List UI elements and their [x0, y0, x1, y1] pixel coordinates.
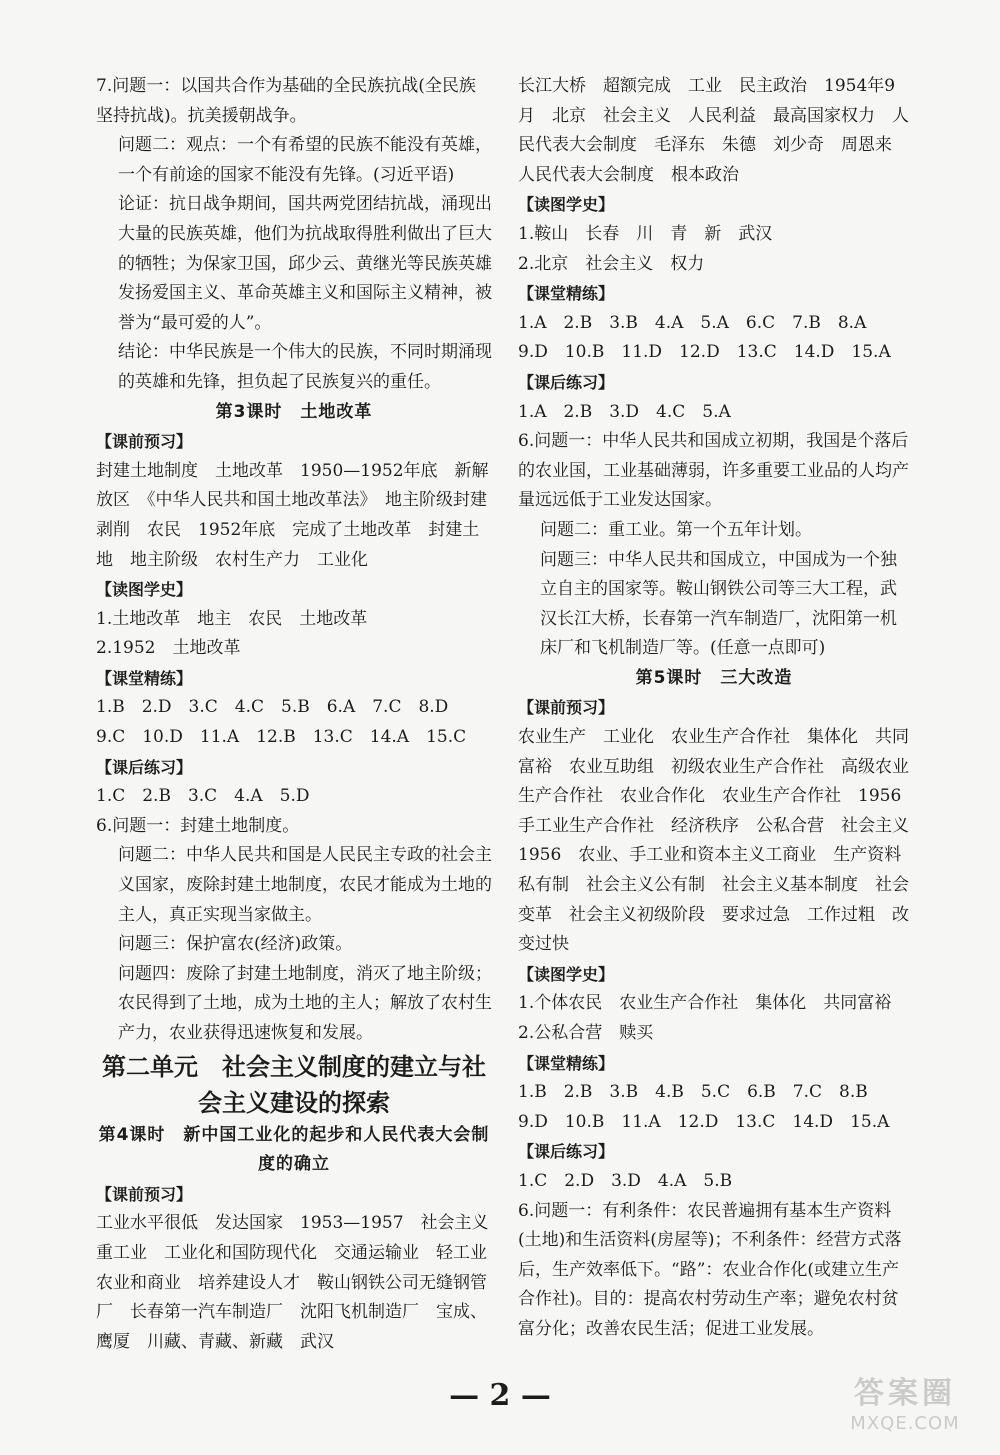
- answer-paragraph: 2.北京 社会主义 权力: [518, 253, 705, 274]
- answer-paragraph: 农业生产 工业化 农业生产合作社 集体化 共同富裕 农业互助组 初级农业生产合作社 高级农业生产合作社 农业合作化 农业生产合作社 1956 手工业生产合作社 经济秩序 公私合营 社会主义 1956 农业、手工业和资本主义工商业 生产资料私有制 社会主义公有制 社会主义基本制度 社会变革 社会主义初级阶段 要求过急 工作过粗 改变过快: [518, 727, 926, 955]
- answer-paragraph: 问题三：中华人民共和国成立，中国成为一个独立自主的国家等。鞍山钢铁公司等三大工程，武汉长江大桥，长春第一汽车制造厂，沈阳第一机床厂和飞机制造厂等。(任意一点即可): [540, 549, 897, 659]
- answer-paragraph: 问题二：中华人民共和国是人民民主专政的社会主义国家，废除封建土地制度，农民才能成为土地的主人，真正实现当家做主。: [118, 845, 492, 925]
- right-column: [518, 72, 926, 1345]
- answer-paragraph: 1.鞍山 长春 川 青 新 武汉: [518, 223, 773, 244]
- section-heading: 【课后练习】: [518, 1142, 615, 1162]
- answer-paragraph: 问题四：废除了封建土地制度，消灭了地主阶级；农民得到了土地，成为土地的主人；解放了农村生产力，农业获得迅速恢复和发展。: [118, 963, 492, 1043]
- answer-paragraph: 1.B 2.D 3.C 4.C 5.B 6.A 7.C 8.D: [96, 697, 449, 718]
- section-heading: 【课堂精练】: [518, 1053, 615, 1073]
- page-number: — 2 —: [449, 1378, 551, 1413]
- watermark-logo-text: 答案圈: [854, 1376, 956, 1411]
- answer-paragraph: 问题三：保护富农(经济)政策。: [118, 934, 353, 955]
- answer-paragraph: 1.C 2.D 3.D 4.A 5.B: [518, 1170, 733, 1191]
- answer-paragraph: 6.问题一：有利条件：农民普遍拥有基本生产资料(土地)和生活资料(房屋等)；不利条件：经营方式落后，生产效率低下。“路”：农业合作化(或建立生产合作社)。目的：提高农村劳动生产率；避免农村贫富分化；改善农民生活；促进工业发展。: [518, 1200, 902, 1339]
- lesson-title: 第4课时 新中国工业化的起步和人民代表大会制度的确立: [98, 1124, 490, 1175]
- section-heading: 【课前预习】: [518, 698, 615, 718]
- lesson-title: 第3课时 土地改革: [215, 401, 373, 422]
- section-heading: 【课前预习】: [96, 432, 193, 452]
- watermark-logo: [820, 1376, 990, 1450]
- section-heading: 【课堂精练】: [96, 668, 193, 688]
- answer-paragraph: 6.问题一：中华人民共和国成立初期，我国是个落后的农业国，工业基础薄弱，许多重要工业品的人均产量远远低于工业发达国家。: [518, 431, 909, 511]
- answer-paragraph: 1.C 2.B 3.C 4.A 5.D: [96, 786, 310, 807]
- answer-paragraph: 问题二：重工业。第一个五年计划。: [540, 519, 812, 540]
- answer-paragraph: 问题二：观点：一个有希望的民族不能没有英雄，一个有前途的国家不能没有先锋。(习近平语): [118, 135, 492, 185]
- answer-paragraph: 6.问题一：封建土地制度。: [96, 815, 300, 836]
- section-heading: 【课后练习】: [518, 372, 615, 392]
- lesson-title: 第5课时 三大改造: [635, 667, 793, 688]
- unit-title: 第二单元 社会主义制度的建立与社会主义建设的探索: [102, 1052, 486, 1117]
- answer-paragraph: 结论：中华民族是一个伟大的民族，不同时期涌现的英雄和先锋，担负起了民族复兴的重任。: [118, 342, 492, 392]
- section-heading: 【课后练习】: [96, 757, 193, 777]
- answer-paragraph: 1.A 2.B 3.D 4.C 5.A: [518, 401, 731, 422]
- left-column: [96, 72, 506, 1357]
- answer-paragraph: 9.D 10.B 11.A 12.D 13.C 14.D 15.A: [518, 1111, 890, 1132]
- answer-paragraph: 7.问题一：以国共合作为基础的全民族抗战(全民族坚持抗战)。抗美援朝战争。: [96, 76, 476, 126]
- section-heading: 【读图学史】: [518, 964, 615, 984]
- answer-paragraph: 1.个体农民 农业生产合作社 集体化 共同富裕: [518, 993, 892, 1014]
- answer-paragraph: 1.B 2.B 3.B 4.B 5.C 6.B 7.C 8.B: [518, 1082, 868, 1103]
- answer-paragraph: 1.土地改革 地主 农民 土地改革: [96, 608, 368, 629]
- section-heading: 【课堂精练】: [518, 284, 615, 304]
- section-heading: 【课前预习】: [96, 1184, 193, 1204]
- answer-paragraph: 工业水平很低 发达国家 1953—1957 社会主义 重工业 工业化和国防现代化 交通运输业 轻工业 农业和商业 培养建设人才 鞍山钢铁公司无缝钢管厂 长春第一汽车制造厂 沈阳飞机制造厂 宝成、鹰厦 川藏、青藏、新藏 武汉: [96, 1213, 506, 1352]
- section-heading: 【读图学史】: [96, 580, 193, 600]
- answer-paragraph: 长江大桥 超额完成 工业 民主政治 1954年9月 北京 社会主义 人民利益 最高国家权力 人民代表大会制度 毛泽东 朱德 刘少奇 周恩来 人民代表大会制度 根本政治: [518, 76, 909, 185]
- answer-paragraph: 2.1952 土地改革: [96, 638, 241, 659]
- watermark-site-text: MXQE.COM: [850, 1413, 960, 1434]
- answer-paragraph: 2.公私合营 赎买: [518, 1023, 654, 1043]
- section-heading: 【读图学史】: [518, 195, 615, 215]
- answer-paragraph: 9.C 10.D 11.A 12.B 13.C 14.A 15.C: [96, 727, 467, 748]
- answer-paragraph: 9.D 10.B 11.D 12.D 13.C 14.D 15.A: [518, 342, 891, 363]
- answer-paragraph: 1.A 2.B 3.B 4.A 5.A 6.C 7.B 8.A: [518, 312, 867, 333]
- answer-paragraph: 论证：抗日战争期间，国共两党团结抗战，涌现出大量的民族英雄，他们为抗战取得胜利做出了巨大的牺牲；为保家卫国，邱少云、黄继光等民族英雄发扬爱国主义、革命英雄主义和国际主义精神，被誉为“最可爱的人”。: [118, 194, 492, 333]
- answer-paragraph: 封建土地制度 土地改革 1950—1952年底 新解放区 《中华人民共和国土地改革法》 地主阶级封建剥削 农民 1952年底 完成了土地改革 封建土地 地主阶级 农村生产力 工业化: [96, 460, 489, 570]
